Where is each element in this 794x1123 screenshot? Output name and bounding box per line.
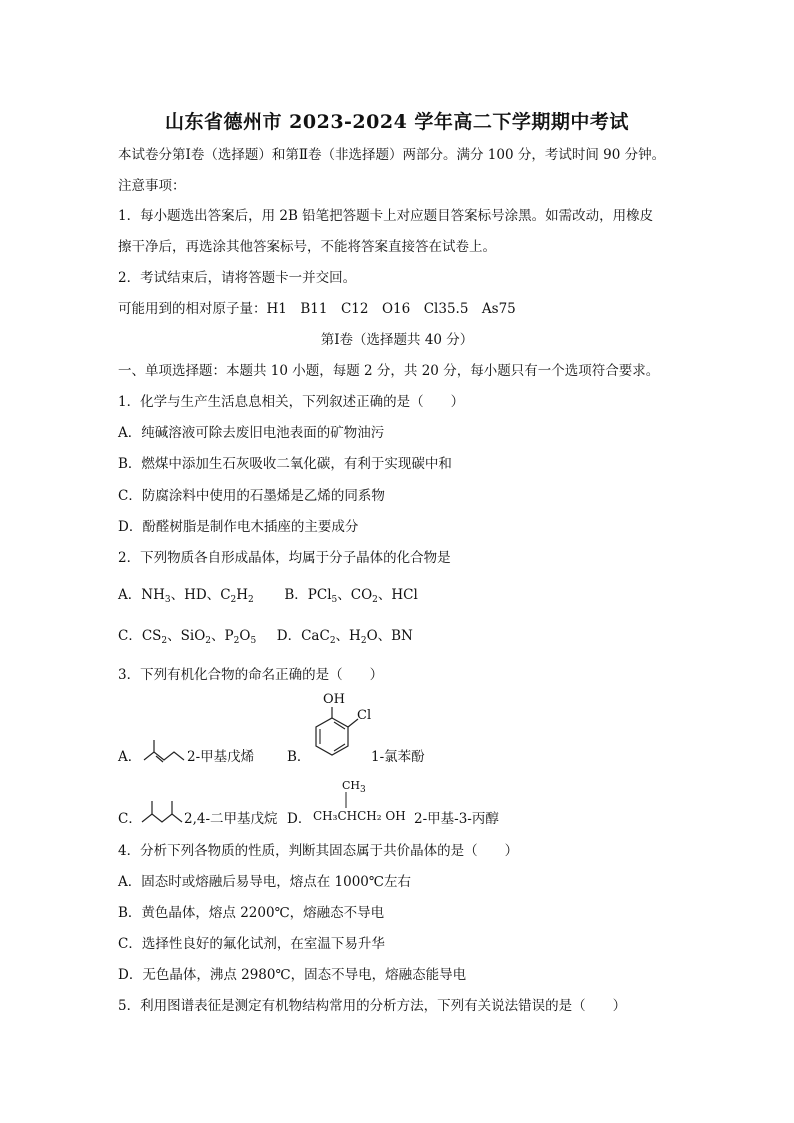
separator: 、 (211, 628, 225, 644)
q3-c-name: 2,4-二甲基戊烷 (184, 811, 278, 827)
note-1b: 擦干净后，再选涂其他答案标号，不能将答案直接答在试卷上。 (118, 239, 496, 255)
separator: 、 (337, 587, 351, 603)
q4-option-a: A．固态时或熔融后易导电，熔点在 1000℃左右 (118, 874, 411, 890)
q3-b-label: B． (287, 749, 311, 765)
q3-a-structure (142, 738, 186, 766)
q2-options-cd (118, 627, 413, 645)
q3-d-label: D． (287, 811, 312, 827)
q4-option-c: C．选择性良好的氟化试剂，在室温下易升华 (118, 936, 385, 952)
formula: CH (342, 779, 361, 792)
formula: O (239, 628, 251, 644)
formula: O (366, 628, 378, 644)
q2-c-label: C． (118, 628, 142, 644)
q2-stem: 2．下列物质各自形成晶体，均属于分子晶体的化合物是 (118, 550, 451, 566)
formula: SiO (180, 628, 206, 644)
exam-title: 山东省德州市 2023-2024 学年高二下学期期中考试 (165, 111, 629, 133)
separator: 、 (167, 628, 181, 644)
q2-options-ab (118, 586, 418, 604)
subscript: 2 (360, 636, 367, 646)
separator: 、HD、 (170, 587, 221, 603)
q3-a-label: A． (118, 749, 142, 765)
notes-heading: 注意事项： (118, 178, 186, 194)
q1-option-c: C．防腐涂料中使用的石墨烯是乙烯的同系物 (118, 488, 385, 504)
q3-b-oh-label: OH (323, 692, 345, 707)
q1-option-a: A．纯碱溶液可除去废旧电池表面的矿物油污 (118, 425, 385, 441)
formula: CO (350, 587, 373, 603)
q2-d-label: D． (276, 628, 302, 644)
q3-b-cl-label: Cl (357, 708, 372, 723)
subscript: 2 (233, 636, 240, 646)
subscript: 2 (248, 595, 254, 605)
subscript: 2 (230, 595, 237, 605)
subscript: 5 (250, 636, 257, 646)
subscript: 3 (360, 785, 366, 795)
q3-d-chain: CH₃CHCH₂ OH (313, 809, 406, 823)
subscript: 2 (329, 636, 336, 646)
q2-b-label: B． (284, 587, 308, 603)
formula: CaC (301, 628, 330, 644)
subscript: 2 (372, 595, 378, 605)
q4-option-b: B．黄色晶体，熔点 2200℃，熔融态不导电 (118, 905, 385, 921)
formula: 、HCl (377, 587, 418, 603)
atomic-masses: 可能用到的相对原子量：H1 B11 C12 O16 Cl35.5 As75 (118, 301, 516, 317)
exam-intro: 本试卷分第Ⅰ卷（选择题）和第Ⅱ卷（非选择题）两部分。满分 100 分，考试时间 90 分钟。 (118, 147, 666, 163)
q3-a-name: 2-甲基戊烯 (187, 749, 255, 765)
separator: 、 (335, 628, 350, 644)
q3-stem: 3．下列有机化合物的命名正确的是（ ） (118, 667, 384, 683)
formula: C (220, 587, 231, 603)
q3-d-name: 2-甲基-3-丙醇 (414, 811, 499, 827)
subscript: 5 (331, 595, 338, 605)
q5-stem: 5．利用图谱表征是测定有机物结构常用的分析方法，下列有关说法错误的是（ ） (118, 998, 627, 1014)
subscript: 2 (205, 636, 212, 646)
subscript: 2 (161, 636, 168, 646)
q2-a-label: A． (118, 587, 142, 603)
note-1a: 1．每小题选出答案后，用 2B 铅笔把答题卡上对应题目答案标号涂黑。如需改动，用橡皮 (118, 208, 654, 224)
q1-option-d: D．酚醛树脂是制作电木插座的主要成分 (118, 519, 359, 535)
q1-stem: 1．化学与生产生活息息相关，下列叙述正确的是（ ） (118, 394, 465, 410)
subscript: 3 (164, 595, 171, 605)
q4-stem: 4．分析下列各物质的性质，判断其固态属于共价晶体的是（ ） (118, 843, 519, 859)
q1-option-b: B．燃煤中添加生石灰吸收二氧化碳，有利于实现碳中和 (118, 456, 452, 472)
part1-instructions: 一、单项选择题：本题共 10 小题，每题 2 分，共 20 分，每小题只有一个选项符合要求。 (118, 363, 660, 379)
formula: 、BN (377, 628, 413, 644)
q4-option-d: D．无色晶体，沸点 2980℃，固态不导电，熔融态能导电 (118, 967, 467, 983)
q3-b-name: 1-氯苯酚 (371, 749, 425, 765)
formula: H (349, 628, 361, 644)
formula: NH (141, 587, 165, 603)
formula: PCl (307, 587, 332, 603)
q3-d-bond (344, 792, 348, 808)
formula: H (236, 587, 249, 603)
note-2: 2．考试结束后，请将答题卡一并交回。 (118, 270, 357, 286)
q3-c-structure (140, 798, 184, 828)
section-heading: 第Ⅰ卷（选择题共 40 分） (320, 332, 474, 348)
formula: P (224, 628, 234, 644)
q3-c-label: C． (118, 811, 142, 827)
formula: CS (141, 628, 162, 644)
